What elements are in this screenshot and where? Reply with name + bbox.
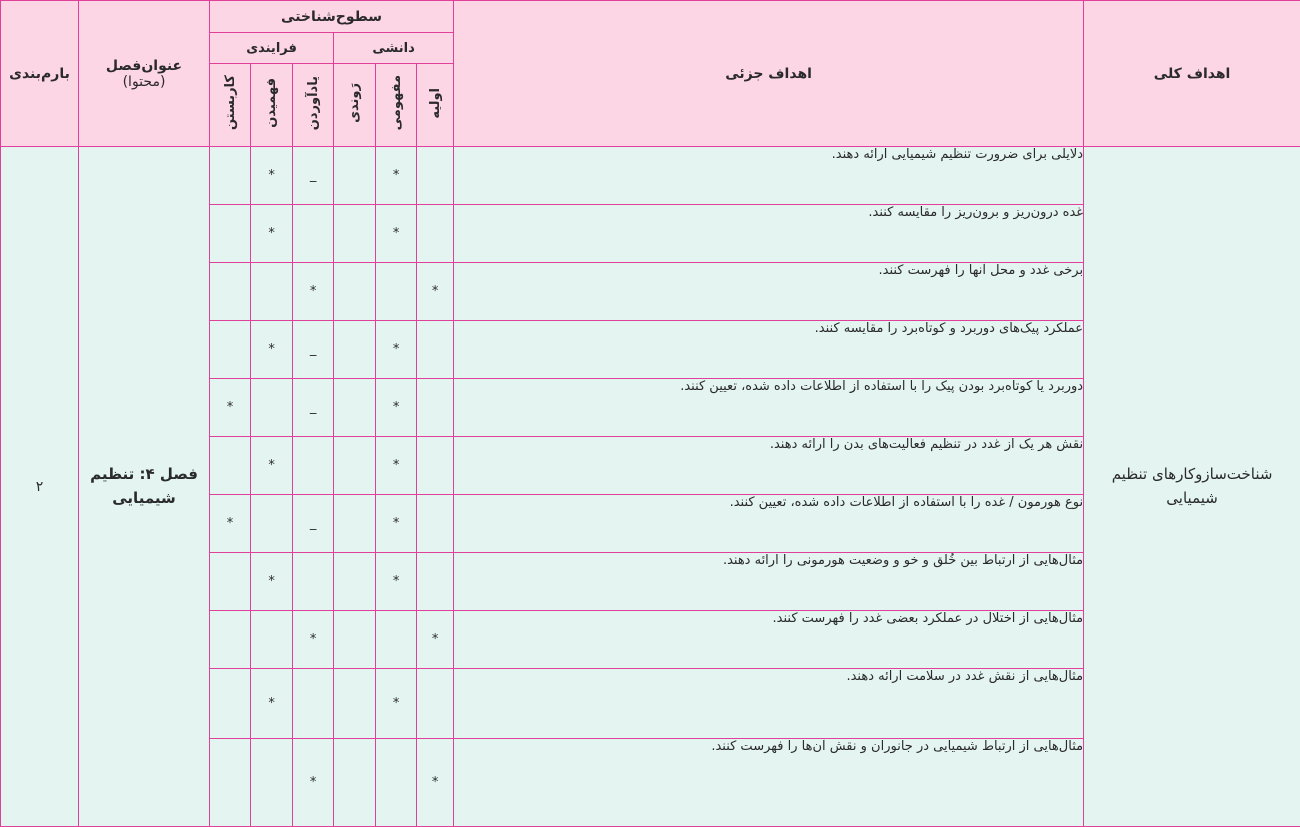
mark-application (210, 263, 251, 321)
specific-objective: مثال‌هایی از نقش غدد در سلامت ارائه دهند. (454, 669, 1084, 739)
mark-procedural (334, 205, 376, 263)
table-row (1, 147, 1300, 205)
mark-primary (417, 437, 454, 495)
mark-procedural (334, 611, 376, 669)
mark-procedural (334, 321, 376, 379)
mark-recall (293, 553, 334, 611)
mark-understanding (251, 611, 293, 669)
mark-understanding: * (251, 553, 293, 611)
mark-understanding: * (251, 669, 293, 739)
mark-conceptual: * (376, 437, 417, 495)
mark-primary (417, 669, 454, 739)
mark-recall: * (293, 739, 334, 827)
mark-primary: * (417, 739, 454, 827)
header-recall-label: یادآوردن (305, 75, 321, 131)
header-conceptual (376, 64, 417, 147)
specific-objective: عملکرد پیک‌های دوربرد و کوتاه‌برد را مقایسه کنند. (454, 321, 1084, 379)
header-cognitive-levels: سطوح‌شناختی (210, 1, 454, 33)
mark-understanding: * (251, 205, 293, 263)
mark-primary: * (417, 263, 454, 321)
mark-primary (417, 553, 454, 611)
header-application-label: کاربستن (222, 75, 238, 131)
mark-conceptual (376, 611, 417, 669)
mark-conceptual: * (376, 205, 417, 263)
mark-conceptual: * (376, 321, 417, 379)
mark-recall: _ (293, 321, 334, 379)
header-understanding (251, 64, 293, 147)
specific-objective: دوربرد یا کوتاه‌برد بودن پیک را با استفاده از اطلاعات داده شده، تعیین کنند. (454, 379, 1084, 437)
mark-procedural (334, 437, 376, 495)
header-recall (293, 64, 334, 147)
mark-recall: _ (293, 495, 334, 553)
header-process: فرایندی (210, 33, 334, 64)
mark-conceptual: * (376, 669, 417, 739)
mark-recall: * (293, 263, 334, 321)
mark-primary (417, 147, 454, 205)
mark-conceptual (376, 263, 417, 321)
mark-application: * (210, 495, 251, 553)
header-conceptual-label: مفهومی (388, 75, 404, 131)
mark-understanding (251, 495, 293, 553)
header-primary (417, 64, 454, 147)
mark-recall (293, 437, 334, 495)
mark-application (210, 553, 251, 611)
mark-conceptual (376, 739, 417, 827)
header-application (210, 64, 251, 147)
mark-primary (417, 379, 454, 437)
mark-application (210, 147, 251, 205)
specific-objective: مثال‌هایی از اختلال در عملکرد بعضی غدد را فهرست کنند. (454, 611, 1084, 669)
mark-understanding (251, 739, 293, 827)
header-procedural (334, 64, 376, 147)
mark-application: * (210, 379, 251, 437)
specific-objective: نقش هر یک از غدد در تنظیم فعالیت‌های بدن را ارائه دهند. (454, 437, 1084, 495)
score-cell: ۲ (1, 147, 79, 827)
mark-procedural (334, 147, 376, 205)
header-primary-label: اولیه (427, 87, 443, 119)
header-chapter-title-sub: (محتوا) (122, 73, 166, 90)
mark-primary: * (417, 611, 454, 669)
mark-understanding: * (251, 437, 293, 495)
mark-application (210, 611, 251, 669)
specific-objective: نوع هورمون / غده را با استفاده از اطلاعات داده شده، تعیین کنند. (454, 495, 1084, 553)
header-specific-objectives: اهداف جزئی (454, 1, 1084, 147)
header-scoring: بارم‌بندی (1, 1, 79, 147)
mark-application (210, 437, 251, 495)
header-procedural-label: رَوندی (347, 83, 363, 123)
mark-recall: _ (293, 379, 334, 437)
specific-objective: برخی غدد و محل آنها را فهرست کنند. (454, 263, 1084, 321)
header-understanding-label: فهمیدن (264, 78, 280, 128)
mark-procedural (334, 379, 376, 437)
mark-recall (293, 205, 334, 263)
table-header (1, 1, 1300, 147)
mark-application (210, 205, 251, 263)
mark-application (210, 321, 251, 379)
mark-primary (417, 495, 454, 553)
mark-understanding: * (251, 147, 293, 205)
chapter-cell: فصل ۴: تنظیم شیمیایی (79, 147, 210, 827)
specific-objective: دلایلی برای ضرورت تنظیم شیمیایی ارائه دهند. (454, 147, 1084, 205)
header-chapter-title (79, 1, 210, 147)
mark-conceptual: * (376, 553, 417, 611)
mark-procedural (334, 739, 376, 827)
mark-understanding: * (251, 321, 293, 379)
mark-recall (293, 669, 334, 739)
specific-objective: مثال‌هایی از ارتباط شیمیایی در جانوران و نقش آن‌ها را فهرست کنند. (454, 739, 1084, 827)
mark-primary (417, 321, 454, 379)
header-knowledge: دانشی (334, 33, 454, 64)
mark-primary (417, 205, 454, 263)
general-objective-cell: شناخت‌سازوکارهای تنظیم شیمیایی (1084, 147, 1300, 827)
mark-conceptual: * (376, 495, 417, 553)
mark-conceptual: * (376, 147, 417, 205)
mark-recall: _ (293, 147, 334, 205)
mark-procedural (334, 553, 376, 611)
header-chapter-title-main: عنوان‌فصل (105, 57, 183, 74)
mark-application (210, 669, 251, 739)
header-general-objectives: اهداف کلی (1084, 1, 1300, 147)
mark-understanding (251, 263, 293, 321)
table-body (1, 147, 1300, 827)
mark-recall: * (293, 611, 334, 669)
mark-procedural (334, 495, 376, 553)
mark-understanding (251, 379, 293, 437)
mark-conceptual: * (376, 379, 417, 437)
mark-procedural (334, 263, 376, 321)
mark-procedural (334, 669, 376, 739)
specific-objective: غده درون‌ریز و برون‌ریز را مقایسه کنند. (454, 205, 1084, 263)
mark-application (210, 739, 251, 827)
specific-objective: مثال‌هایی از ارتباط بین خُلق و خو و وضعیت هورمونی را ارائه دهند. (454, 553, 1084, 611)
